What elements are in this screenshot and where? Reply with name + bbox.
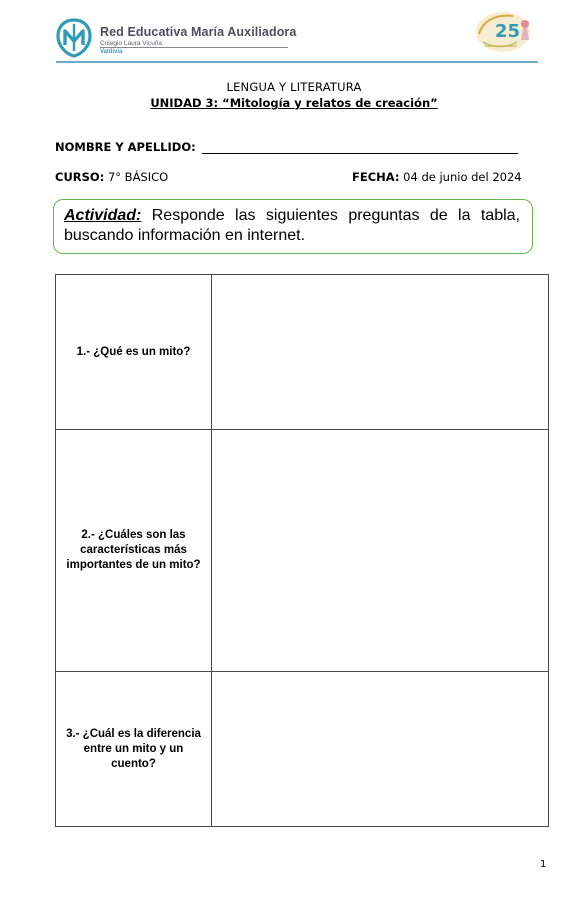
table-row	[56, 430, 549, 672]
course-value: 7° BÁSICO	[107, 170, 169, 184]
name-label: NOMBRE Y APELLIDO:	[55, 140, 196, 154]
question-cell	[56, 430, 212, 672]
answer-cell[interactable]	[212, 672, 549, 827]
letterhead	[0, 0, 588, 68]
course-field	[55, 170, 168, 184]
table-row	[56, 275, 549, 430]
date-field	[352, 170, 522, 184]
question-text: 2.- ¿Cuáles son las características más importantes de un mito?	[66, 529, 201, 571]
header-rule	[56, 61, 538, 63]
course-label: CURSO:	[55, 170, 105, 184]
table-row	[56, 672, 549, 827]
activity-text: Responde las siguientes preguntas de la tabla, buscando información en internet.	[64, 207, 521, 244]
institution-logo-icon	[56, 18, 92, 58]
unit-title: UNIDAD 3: “Mitología y relatos de creación”	[150, 96, 438, 110]
org-divider	[100, 47, 288, 48]
question-cell	[56, 275, 212, 430]
subject-title: LENGUA Y LITERATURA	[226, 80, 362, 94]
answer-cell[interactable]	[212, 430, 549, 672]
activity-box	[53, 199, 533, 254]
badge-number: 25	[495, 21, 521, 42]
question-text: 3.- ¿Cuál es la diferencia entre un mito y un cuento?	[66, 727, 201, 770]
name-blank-line[interactable]	[202, 153, 518, 154]
date-value: 04 de junio del 2024	[403, 170, 522, 184]
page-number: 1	[540, 859, 547, 870]
school-name: Colegio Laura Vicuña	[100, 40, 163, 47]
city-name: Valdivia	[100, 49, 123, 55]
question-cell	[56, 672, 212, 827]
date-label: FECHA:	[352, 170, 400, 184]
activity-label: Actividad:	[64, 207, 142, 224]
anniversary-badge-icon	[473, 10, 537, 54]
org-name: Red Educativa María Auxiliadora	[100, 25, 297, 39]
answer-cell[interactable]	[212, 275, 549, 430]
questions-table	[55, 274, 549, 827]
question-text: 1.- ¿Qué es un mito?	[76, 345, 191, 358]
name-field-label	[55, 140, 196, 154]
